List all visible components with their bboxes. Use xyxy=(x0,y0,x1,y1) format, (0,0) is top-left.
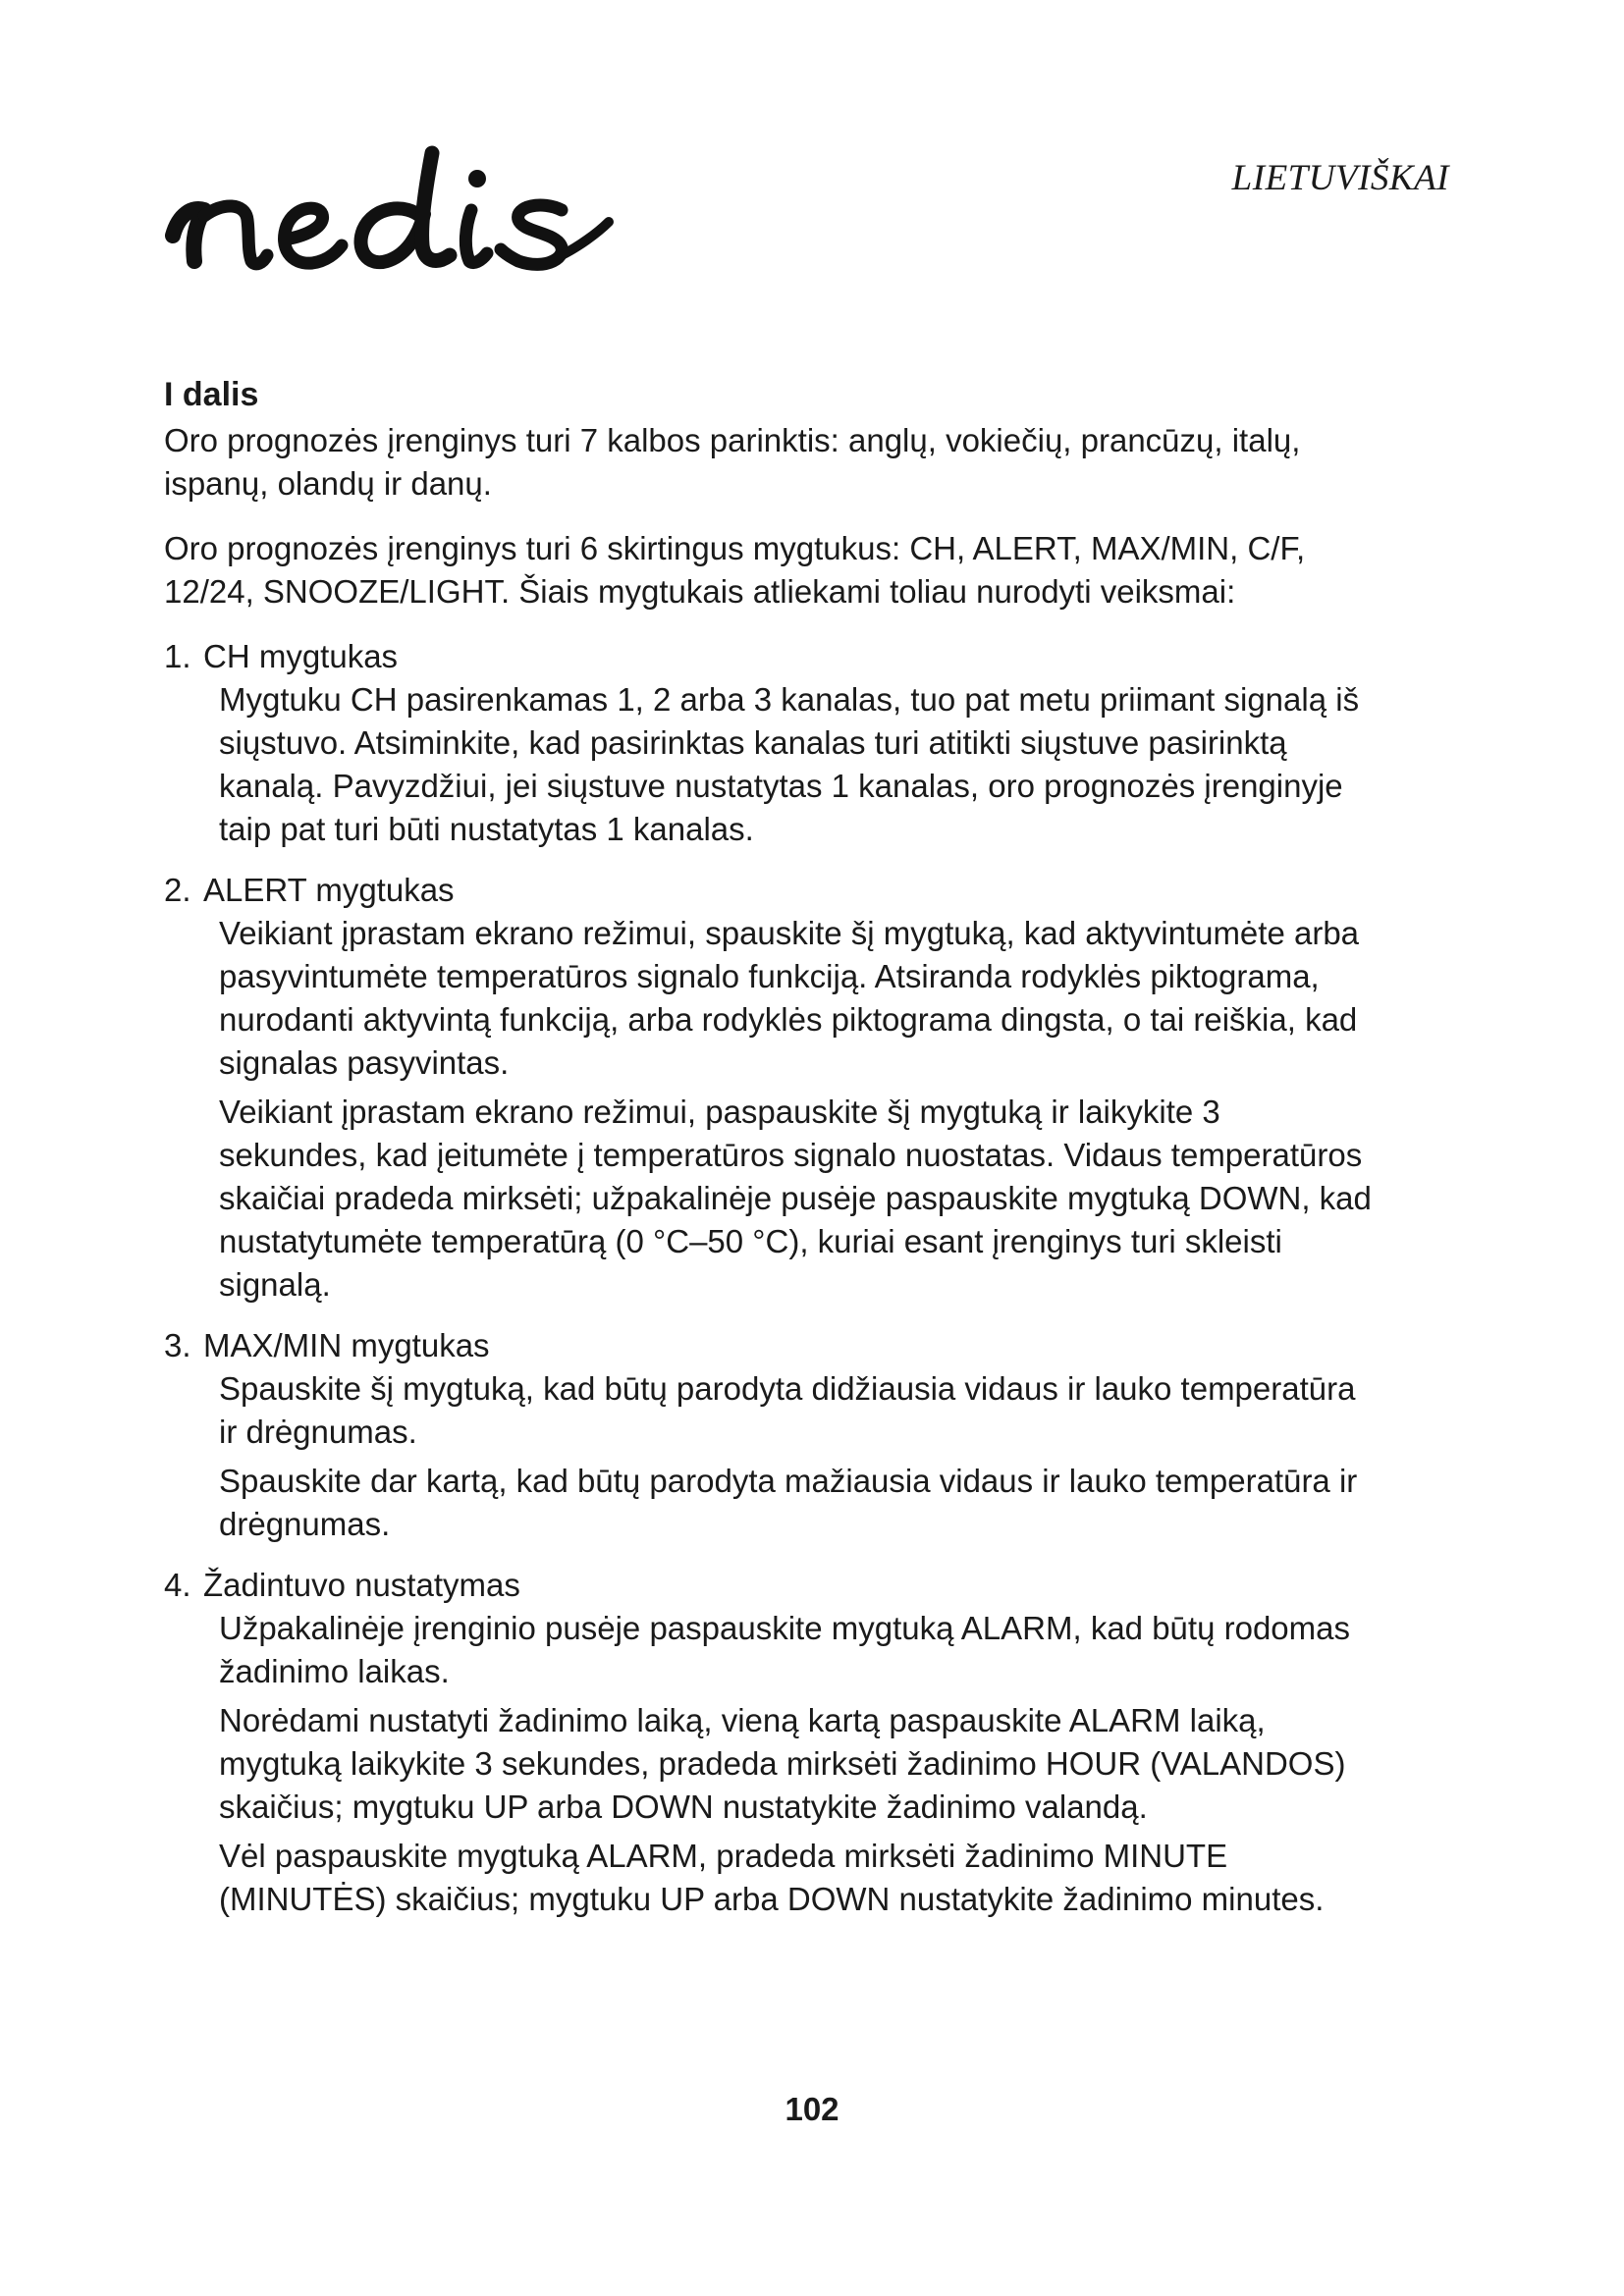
item-title-text: Žadintuvo nustatymas xyxy=(203,1567,520,1603)
item-paragraph: Veikiant įprastam ekrano režimui, spauskite šį mygtuką, kad aktyvintumėte arba pasyvintumėte temperatūros signalo funkciją. Atsiranda rodyklės piktograma, nurodanti aktyvintą funkciją, arba rodyklės piktograma dingsta, o tai reiškia, kad signalas pasyvintas. xyxy=(219,915,1360,1081)
document-body xyxy=(164,373,1372,1939)
item-paragraph: Spauskite šį mygtuką, kad būtų parodyta didžiausia vidaus ir lauko temperatūra ir drėgnumas. xyxy=(219,1370,1356,1450)
item-number: 1. xyxy=(164,638,191,674)
item-number: 4. xyxy=(164,1567,191,1603)
section-heading: I dalis xyxy=(164,376,259,413)
item-body xyxy=(219,678,1372,851)
intro-paragraph-buttons: Oro prognozės įrenginys turi 6 skirtingus mygtukus: CH, ALERT, MAX/MIN, C/F, 12/24, SNOOZE/LIGHT. Šiais mygtukais atliekami toliau nurodyti veiksmai: xyxy=(164,530,1306,610)
list-item-ch-button xyxy=(164,635,1372,851)
item-paragraph: Mygtuku CH pasirenkamas 1, 2 arba 3 kanalas, tuo pat metu priimant signalą iš siųstuvo. Atsiminkite, kad pasirinktas kanalas turi atitikti siųstuve pasirinktą kanalą. Pavyzdžiui, jei siųstuve nustatytas 1 kanalas, oro prognozės įrenginyje taip pat turi būti nustatytas 1 kanalas. xyxy=(219,681,1360,847)
item-title xyxy=(164,1564,1372,1607)
item-paragraph: Užpakalinėje įrenginio pusėje paspauskite mygtuką ALARM, kad būtų rodomas žadinimo laikas. xyxy=(219,1610,1350,1689)
item-paragraph: Spauskite dar kartą, kad būtų parodyta mažiausia vidaus ir lauko temperatūra ir drėgnumas. xyxy=(219,1463,1358,1542)
page-number: 102 xyxy=(785,2091,839,2127)
item-paragraph: Veikiant įprastam ekrano režimui, paspauskite šį mygtuką ir laikykite 3 sekundes, kad įeitumėte į temperatūros signalo nuostatas. Vidaus temperatūros skaičiai pradeda mirksėti; užpakalinėje pusėje paspauskite mygtuką DOWN, kad nustatytumėte temperatūrą (0 °C–50 °C), kuriai esant įrenginys turi skleisti signalą. xyxy=(219,1094,1372,1303)
nedis-logo xyxy=(165,145,617,293)
list-item-alarm-setting xyxy=(164,1564,1372,1921)
item-title xyxy=(164,1324,1372,1367)
list-item-alert-button xyxy=(164,869,1372,1307)
list-item-maxmin-button xyxy=(164,1324,1372,1546)
item-body xyxy=(219,1367,1372,1546)
item-title-text: ALERT mygtukas xyxy=(203,872,455,908)
item-paragraph: Vėl paspauskite mygtuką ALARM, pradeda mirksėti žadinimo MINUTE (MINUTĖS) skaičius; mygtuku UP arba DOWN nustatykite žadinimo minutes. xyxy=(219,1838,1325,1917)
item-title-text: MAX/MIN mygtukas xyxy=(203,1327,490,1363)
item-number: 3. xyxy=(164,1327,191,1363)
item-paragraph: Norėdami nustatyti žadinimo laiką, vieną kartą paspauskite ALARM laiką, mygtuką laikykite 3 sekundes, pradeda mirksėti žadinimo HOUR (VALANDOS) skaičius; mygtuku UP arba DOWN nustatykite žadinimo valandą. xyxy=(219,1702,1346,1825)
intro-paragraph-languages: Oro prognozės įrenginys turi 7 kalbos parinktis: anglų, vokiečių, prancūzų, italų, ispanų, olandų ir danų. xyxy=(164,422,1301,502)
item-title-text: CH mygtukas xyxy=(203,638,399,674)
item-number: 2. xyxy=(164,872,191,908)
language-label: LIETUVIŠKAI xyxy=(1231,158,1449,198)
item-body xyxy=(219,1607,1372,1921)
item-title xyxy=(164,869,1372,912)
item-body xyxy=(219,912,1372,1307)
item-title xyxy=(164,635,1372,678)
